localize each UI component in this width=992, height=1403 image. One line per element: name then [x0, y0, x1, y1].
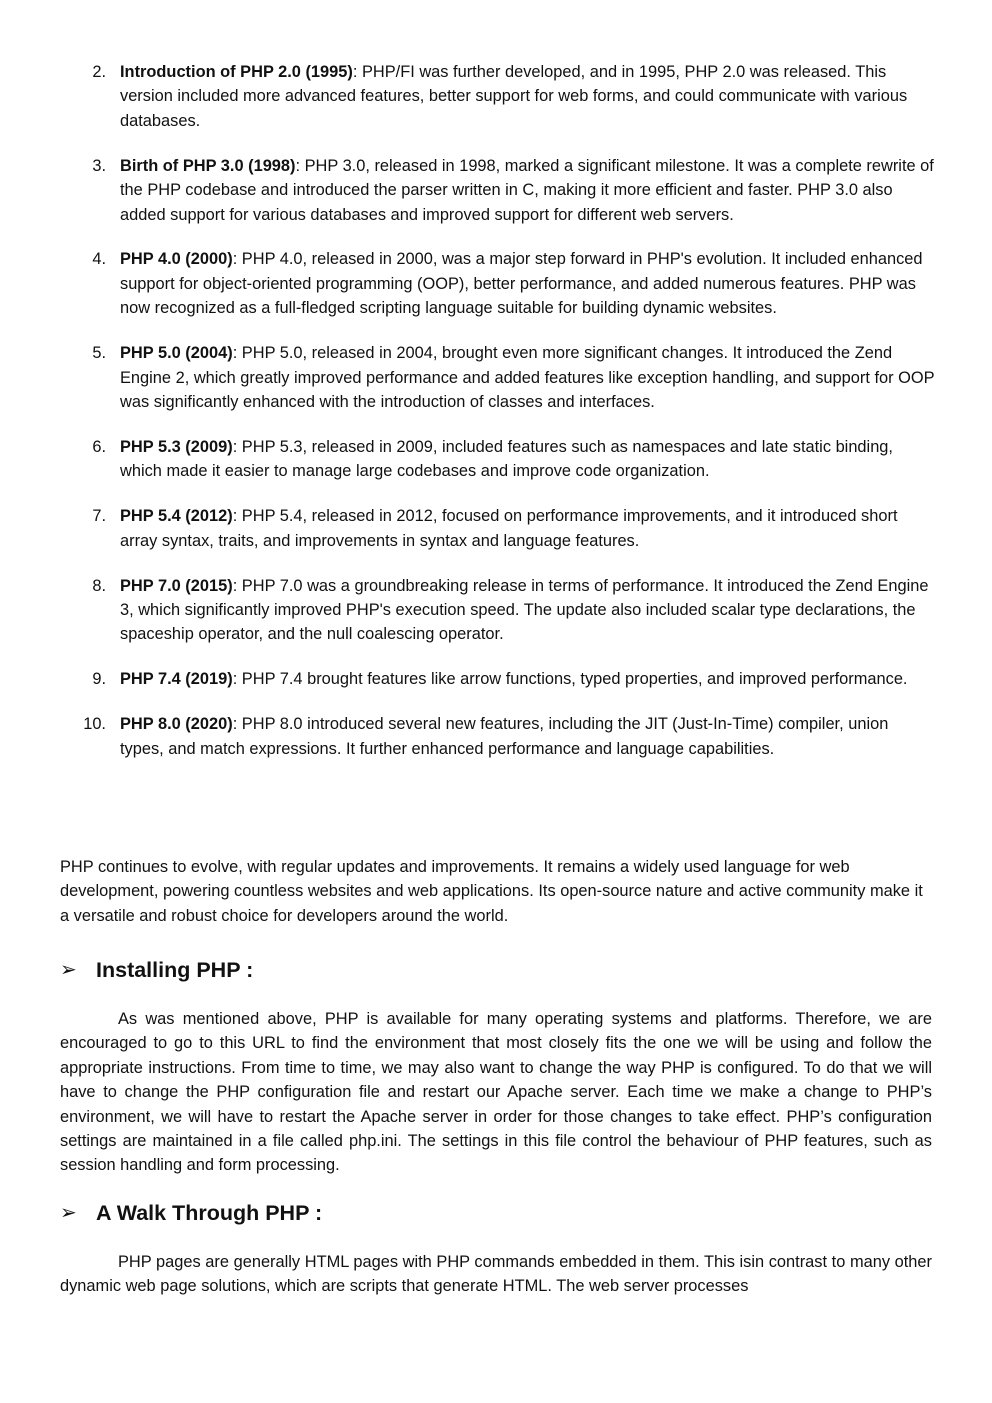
list-item [60, 60, 936, 133]
list-text: : PHP 7.0 was a groundbreaking release in terms of performance. It introduced the Zend Engine 3, which significantly improved PHP's execution speed. The update also included scalar type declarations, the spaceship operator, and the null coalescing operator. [120, 576, 929, 644]
summary-paragraph: PHP continues to evolve, with regular updates and improvements. It remains a widely used language for web development, powering countless websites and web applications. Its open-source nature and active community make it a versatile and robust choice for developers around the world. [60, 858, 923, 925]
list-text: : PHP 5.3, released in 2009, included features such as namespaces and late static binding, which made it easier to manage large codebases and improve code organization. [120, 437, 893, 481]
list-item [60, 574, 936, 647]
arrow-bullet-icon: ➢ [60, 1202, 77, 1224]
section-heading-installing [60, 956, 253, 984]
list-number: 9. [92, 670, 106, 689]
list-term: PHP 7.4 (2019) [120, 670, 233, 689]
list-item [60, 435, 936, 484]
list-text: : PHP 3.0, released in 1998, marked a significant milestone. It was a complete rewrite of the PHP codebase and introduced the parser written in C, making it more efficient and faster. PHP 3.0 also added support for various databases and improved support for different web servers. [120, 156, 934, 224]
list-item [60, 247, 936, 320]
list-text: : PHP/FI was further developed, and in 1995, PHP 2.0 was released. This version included more advanced features, better support for web forms, and could communicate with various databases. [120, 63, 908, 130]
list-item [60, 712, 936, 761]
list-number: 8. [92, 576, 106, 595]
paragraph-text: PHP pages are generally HTML pages with PHP commands embedded in them. This isin contrast to many other dynamic web page solutions, which are scripts that generate HTML. The web server processes [60, 1253, 932, 1296]
paragraph-text: As was mentioned above, PHP is available for many operating systems and platforms. Therefore, we are encouraged to go to this URL to find the environment that most closely fits the one we will be using and follow the appropriate instructions. From time to time, we may also want to change the way PHP is configured. To do that we will have to change the PHP configuration file and restart our Apache server. Each time we make a change to PHP’s environment, we will have to restart the Apache server in order for those changes to take effect. PHP’s configuration settings are maintained in a file called php.ini. The settings in this file control the behaviour of PHP features, such as session handling and form processing. [60, 1010, 932, 1175]
list-number: 3. [92, 156, 106, 175]
list-number: 2. [92, 63, 106, 81]
list-text: : PHP 7.4 brought features like arrow functions, typed properties, and improved performance. [232, 670, 908, 689]
list-term: PHP 5.3 (2009) [120, 437, 233, 456]
list-number: 5. [92, 344, 106, 363]
list-number: 4. [92, 250, 106, 269]
list-text: : PHP 4.0, released in 2000, was a major step forward in PHP's evolution. It included enhanced support for object-oriented programming (OOP), better performance, and added numerous features. PHP was now recognized as a full-fledged scripting language suitable for building dynamic websites. [120, 250, 923, 318]
list-item [60, 504, 936, 553]
list-item [60, 667, 936, 691]
list-term: PHP 5.0 (2004) [120, 344, 233, 363]
list-number: 6. [92, 437, 106, 456]
php-history-list [60, 60, 936, 781]
list-number: 10. [83, 715, 106, 734]
installing-paragraph [60, 1007, 932, 1178]
list-text: : PHP 5.4, released in 2012, focused on performance improvements, and it introduced short array syntax, traits, and improvements in syntax and language features. [120, 507, 898, 550]
list-item [60, 154, 936, 227]
list-number: 7. [92, 507, 106, 526]
list-term: PHP 4.0 (2000) [120, 250, 233, 269]
heading-text: A Walk Through PHP : [96, 1201, 323, 1225]
list-term: Introduction of PHP 2.0 (1995) [120, 63, 353, 81]
list-term: PHP 7.0 (2015) [120, 576, 233, 595]
section-heading-walkthrough [60, 1199, 322, 1227]
list-item [60, 341, 936, 414]
list-text: : PHP 8.0 introduced several new features, including the JIT (Just-In-Time) compiler, union types, and match expressions. It further enhanced performance and language capabilities. [120, 715, 889, 758]
walkthrough-paragraph [60, 1250, 932, 1299]
list-term: PHP 5.4 (2012) [120, 507, 233, 526]
arrow-bullet-icon: ➢ [60, 959, 77, 981]
list-term: Birth of PHP 3.0 (1998) [120, 156, 296, 175]
list-term: PHP 8.0 (2020) [120, 715, 233, 734]
heading-text: Installing PHP : [96, 958, 254, 982]
list-text: : PHP 5.0, released in 2004, brought even more significant changes. It introduced the Zend Engine 2, which greatly improved performance and added features like exception handling, and support for OOP was significantly enhanced with the introduction of classes and interfaces. [120, 344, 935, 411]
